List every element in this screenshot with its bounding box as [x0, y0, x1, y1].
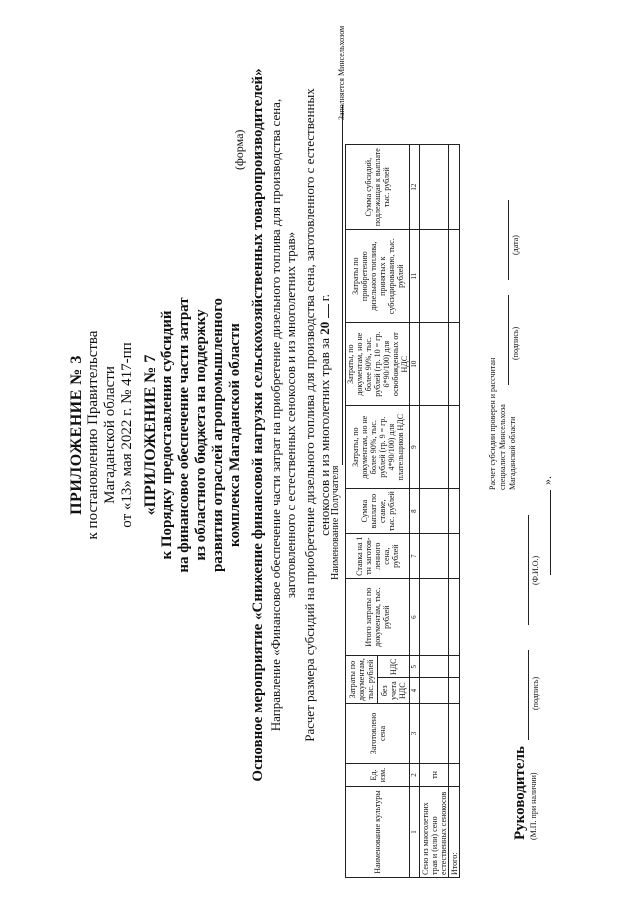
num-11: 11	[410, 230, 420, 323]
appendix-ref-line: к постановлению Правительства	[85, 330, 101, 540]
num-5: 5	[410, 656, 420, 678]
total-cell[interactable]	[449, 323, 460, 406]
total-cell[interactable]	[449, 230, 460, 323]
num-1: 1	[410, 787, 420, 878]
col-without-vat: без учета НДС	[378, 678, 410, 704]
cell-vat[interactable]	[420, 656, 449, 678]
calculation-prefix: сенокосов и из многолетних трав за	[317, 338, 332, 536]
total-cell[interactable]	[449, 489, 460, 534]
total-label: Итого:	[449, 787, 460, 878]
date-suffix: » мая 2022 г. № 417-пп	[119, 342, 135, 488]
form-label: (форма)	[232, 129, 246, 170]
cell-costs-vat-exempt[interactable]	[420, 323, 449, 406]
appendix-region-line: Магаданской области	[102, 366, 118, 504]
checked-line-3: Магаданской области	[508, 416, 517, 490]
closing-quote: ».	[540, 476, 554, 485]
date-day: 13	[119, 487, 135, 503]
calculation-line-1: Расчет размера субсидий на приобретение дизельного топлива для производства сена, заготовленного с естественных	[302, 88, 317, 742]
table-total-row	[449, 145, 460, 878]
table-header-row-1	[346, 145, 378, 878]
num-3: 3	[410, 704, 420, 764]
num-2: 2	[410, 764, 420, 787]
head-fio-line[interactable]	[528, 515, 529, 625]
cell-payment[interactable]	[420, 489, 449, 534]
col-rate: Ставка на 1 тн заготов-ленного сена, рублей	[346, 534, 410, 579]
num-6: 6	[410, 579, 420, 656]
recipient-label: Наименование Получателя	[330, 465, 341, 580]
date-line[interactable]	[508, 200, 509, 280]
cell-rate[interactable]	[420, 534, 449, 579]
total-cell[interactable]	[449, 145, 460, 230]
recipient-line[interactable]	[342, 105, 343, 465]
col-total-costs: Итого затраты по документам, тыс. рублей	[346, 579, 410, 656]
col-unit: Ед. изм.	[346, 764, 410, 787]
calculation-suffix: г.	[317, 294, 332, 302]
specialist-signature-line[interactable]	[508, 295, 509, 385]
appendix-number: ПРИЛОЖЕНИЕ № 3	[68, 355, 85, 515]
total-cell[interactable]	[449, 534, 460, 579]
head-fio-caption: (Ф.И.О.)	[531, 555, 540, 585]
stamp-note: (М.П. при наличии)	[529, 772, 538, 840]
ministry-fill-label: Заполняется Минсельхозом	[337, 25, 346, 120]
appendix-header	[68, 115, 244, 755]
calculation-line-2	[317, 5, 332, 825]
num-12: 12	[410, 145, 420, 230]
col-payment-by-rate: Сумма выплат по ставке, тыс. рублей	[346, 489, 410, 534]
checked-line-2: специалист Минсельхоза	[498, 404, 507, 490]
cell-hay[interactable]	[420, 704, 449, 764]
row-crop-name: Сено из многолетних трав и (или) сено естественных сенокосов	[420, 787, 449, 878]
col-costs-vat-exempt: Затраты, по документам, но не более 90%, тыс. рублей (гр. 10 = гр. 6*90/100) для освобожденных от НДС	[346, 323, 410, 406]
row-unit: тн	[420, 764, 449, 787]
total-cell[interactable]	[449, 704, 460, 764]
col-hay-harvested: Заготовлено сена	[346, 704, 410, 764]
num-7: 7	[410, 534, 420, 579]
col-costs-vat-payers: Затраты, по документам, но не более 90%, тыс. рублей (гр. 9 = гр. 4*90/100) для плательщиков НДС	[346, 406, 410, 489]
col-subsidy-amount: Сумма субсидий, подлежащая к выплате тыс. рублей	[346, 145, 410, 230]
total-cell[interactable]	[449, 406, 460, 489]
table-number-row	[410, 145, 420, 878]
cell-costs-vat-payers[interactable]	[420, 406, 449, 489]
col-vat: НДС	[378, 656, 410, 678]
main-event-title: Основное мероприятие «Снижение финансовой нагрузки сельскохозяйственных товаропроизводителей»	[250, 68, 266, 782]
procedure-line-1: к Порядку предоставления субсидий	[159, 310, 175, 560]
specialist-signature-caption: (подпись)	[511, 326, 520, 360]
procedure-line-5: комплекса Магаданской области	[227, 323, 243, 547]
date-prefix: от «	[119, 502, 135, 528]
num-9: 9	[410, 406, 420, 489]
col-costs-by-docs: Затраты по документам, тыс. рублей	[346, 656, 378, 704]
calculation-title	[302, 5, 332, 825]
date-caption: (дата)	[511, 235, 520, 255]
procedure-line-3: из областного бюджета на поддержку	[193, 309, 209, 561]
num-10: 10	[410, 323, 420, 406]
total-cell[interactable]	[449, 764, 460, 787]
cell-total[interactable]	[420, 579, 449, 656]
direction-text	[268, 0, 298, 845]
procedure-line-2: на финансовое обеспечение части затрат	[176, 297, 192, 573]
procedure-line-4: развития отраслей агропромышленного	[210, 297, 226, 573]
num-4: 4	[410, 678, 420, 704]
table-row	[420, 145, 449, 878]
col-accepted-costs: Затраты по приобретению дизельного топлива, принятых к субсидированию, тыс. рублей	[346, 230, 410, 323]
direction-line-1: Направление «Финансовое обеспечение части затрат на приобретение дизельного топлива для производства сена,	[268, 98, 283, 732]
checked-line-1: Расчет субсидии проверен и рассчитан	[488, 357, 497, 490]
total-cell[interactable]	[449, 656, 460, 678]
head-signature-line[interactable]	[528, 650, 529, 740]
head-signature-caption: (подпись)	[531, 676, 540, 710]
appendix-7-title: «ПРИЛОЖЕНИЕ № 7	[142, 354, 159, 516]
total-cell[interactable]	[449, 579, 460, 656]
direction-line-2: заготовленного с естественных сенокосов и из многолетних трав»	[283, 231, 298, 599]
appendix-date-line	[119, 115, 136, 755]
year-blank[interactable]	[328, 305, 329, 319]
subsidy-table	[345, 144, 460, 878]
num-8: 8	[410, 489, 420, 534]
head-label: Руководитель	[512, 746, 528, 840]
cell-accepted[interactable]	[420, 230, 449, 323]
cell-without-vat[interactable]	[420, 678, 449, 704]
total-cell[interactable]	[449, 678, 460, 704]
col-crop-name: Наименование культуры	[346, 787, 410, 878]
cell-subsidy[interactable]	[420, 145, 449, 230]
calculation-year: 20	[317, 321, 332, 335]
closing-line[interactable]	[550, 490, 551, 575]
